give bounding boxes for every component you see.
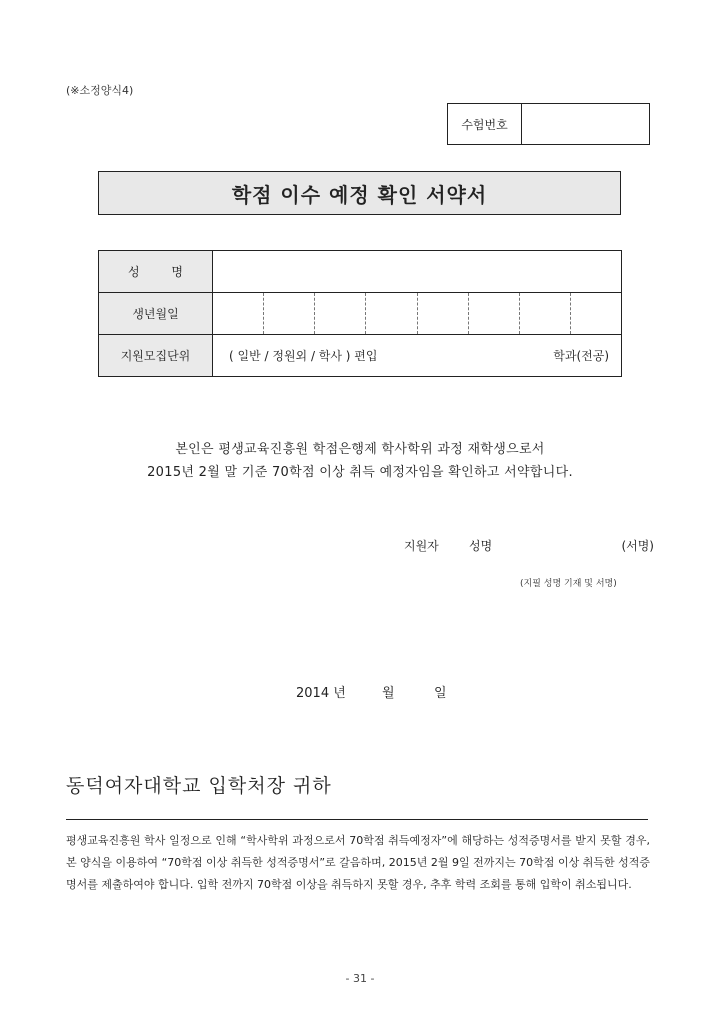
birth-digit-cell[interactable] [315, 293, 366, 334]
birth-row [99, 293, 622, 335]
page-number: - 31 - [345, 972, 375, 985]
date-year: 2014 년 [296, 686, 346, 701]
recipient-line: 동덕여자대학교 입학처장 귀하 [66, 775, 332, 797]
date-line [296, 682, 447, 701]
birth-digit-cell[interactable] [264, 293, 315, 334]
signature-seal-label: (서명) [621, 539, 654, 553]
birth-digit-cell[interactable] [571, 293, 621, 334]
unit-field[interactable] [213, 335, 622, 377]
statement-line-1: 본인은 평생교육진흥원 학점은행제 학사학위 과정 재학생으로서 [175, 442, 545, 457]
signature-note: (지필 성명 기재 및 서명) [520, 579, 617, 589]
birth-digit-cell[interactable] [418, 293, 469, 334]
birth-digit-cell[interactable] [213, 293, 264, 334]
unit-label: 지원모집단위 [99, 335, 213, 377]
birth-digit-cell[interactable] [366, 293, 417, 334]
unit-dept: 학과(전공) [553, 349, 609, 363]
date-month: 월 [382, 686, 395, 701]
birth-digit-cells [213, 293, 621, 334]
birth-digit-cell[interactable] [469, 293, 520, 334]
name-label [99, 251, 213, 293]
date-day: 일 [434, 686, 447, 701]
unit-row [99, 335, 622, 377]
applicant-info-table [98, 250, 622, 377]
name-label-text: 성 명 [128, 265, 183, 279]
name-field[interactable] [213, 251, 622, 293]
signature-line [404, 537, 654, 554]
notice-paragraph: 평생교육진흥원 학사 일정으로 인해 “학사학위 과정으로서 70학점 취득예정자”에 해당하는 성적증명서를 받지 못할 경우, 본 양식을 이용하여 “70학점 이상 취득한 성적증명서”로 갈음하며, 2015년 2월 9일 전까지는 70학점 이상 취득한 성적증명서를 제출하여야 합니다. 입학 전까지 70학점 이상을 취득하지 못할 경우, 추후 학력 조회를 통해 입학이 취소됩니다. [66, 834, 650, 891]
form-number-label: (※소정양식4) [66, 84, 134, 97]
exam-number-label: 수험번호 [448, 104, 522, 144]
pledge-statement [60, 438, 660, 484]
statement-line-2: 2015년 2월 말 기준 70학점 이상 취득 예정자임을 확인하고 서약합니다. [147, 465, 573, 480]
name-row [99, 251, 622, 293]
section-divider [66, 819, 648, 820]
birth-digit-cell[interactable] [520, 293, 571, 334]
applicant-label: 지원자 [404, 539, 439, 553]
exam-number-box [447, 103, 650, 145]
exam-number-field[interactable] [522, 104, 649, 144]
unit-options: ( 일반 / 정원외 / 학사 ) 편입 [229, 349, 378, 363]
birth-field[interactable] [213, 293, 622, 335]
signature-name-label: 성명 [469, 539, 493, 553]
birth-label: 생년월일 [99, 293, 213, 335]
document-title: 학점 이수 예정 확인 서약서 [98, 171, 621, 215]
